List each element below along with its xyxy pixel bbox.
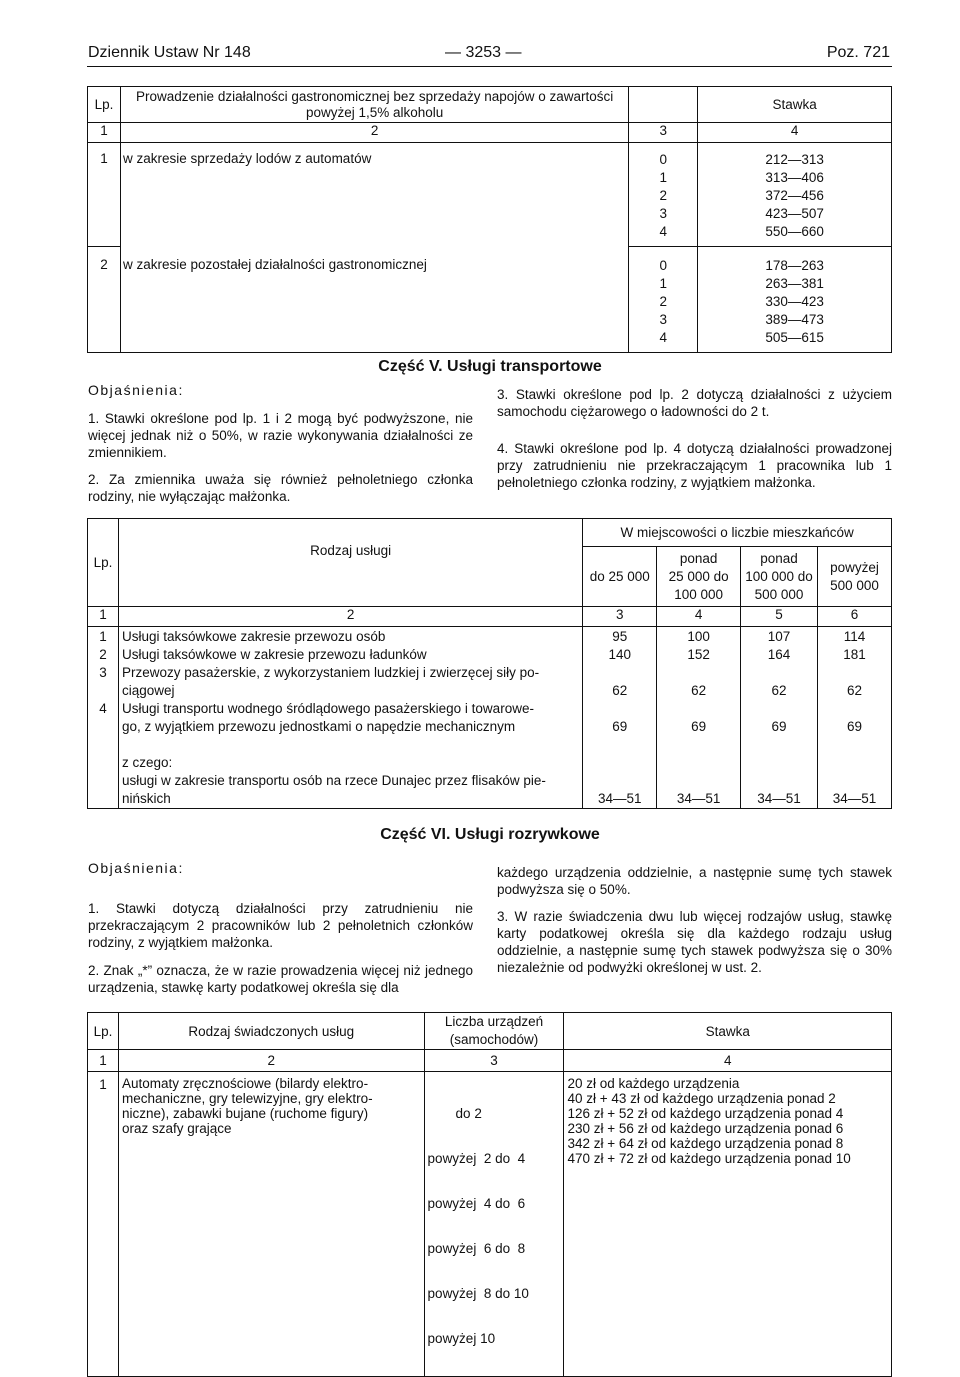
col-rodzaj: Rodzaj usługi	[118, 519, 582, 607]
col-rodzaj: Rodzaj świadczonych usług	[118, 1013, 424, 1050]
table-row	[88, 1072, 892, 1377]
col-number: 5	[741, 607, 818, 627]
values-100000-500000: 107 164 62 69 34—51	[741, 627, 818, 809]
values-25000-100000: 100 152 62 69 34—51	[657, 627, 741, 809]
col-above-500000: powyżej 500 000	[818, 547, 892, 607]
row-levels: 0 1 2 3 4	[629, 143, 698, 247]
lp-column-body: 1 2 3 4	[88, 627, 119, 809]
values-up-to-25000: 95 140 62 69 34—51	[583, 627, 657, 809]
col-number: 4	[698, 123, 892, 143]
col-lp: Lp.	[88, 519, 119, 607]
row-counts: do 2 powyżej 2 do 4 powyżej 4 do 6 powyżej 6 do 8 powyżej 8 do 10 powyżej 10	[424, 1072, 564, 1377]
row-lp: 2	[88, 247, 121, 353]
service-line: Usługi transportu wodnego śródlądowego pasażerskiego i towarowe-	[121, 701, 534, 716]
service-line: Usługi taksówkowe zakresie przewozu osób	[121, 629, 386, 644]
notes-right-part5	[497, 386, 892, 501]
col-100000-500000: ponad 100 000 do 500 000	[741, 547, 818, 607]
col-number: 2	[120, 123, 628, 143]
col-lp: Lp.	[88, 87, 121, 123]
table-row	[88, 247, 892, 353]
col-description: Prowadzenie działalności gastronomicznej bez sprzedaży napojów o zawartości powyżej 1,5% alkoholu	[120, 87, 628, 123]
col-stawka: Stawka	[564, 1013, 892, 1050]
col-number: 2	[118, 1050, 424, 1072]
col-up-to-25000: do 25 000	[583, 547, 657, 607]
service-line: usługi w zakresie transportu osób na rzece Dunajec przez flisaków pie-	[121, 773, 546, 788]
note-3: 3. W razie świadczenia dwu lub więcej rodzajów usług, stawkę karty podatkowej określa się dla każdego rodzaju usług oddzielnie, a następnie sumę tych stawek podwyższa się o 30% niezależnie od podwyżki określonej w ust. 2.	[497, 909, 892, 975]
col-number: 1	[88, 123, 121, 143]
row-description: w zakresie sprzedaży lodów z automatów	[120, 143, 628, 247]
service-line: ciągowej	[121, 683, 175, 698]
col-number: 3	[583, 607, 657, 627]
col-number: 6	[818, 607, 892, 627]
row-ranges: 178—263 263—381 330—423 389—473 505—615	[698, 247, 892, 353]
row-levels: 0 1 2 3 4	[629, 247, 698, 353]
col-number: 3	[424, 1050, 564, 1072]
explanations-heading: Objaśnienia:	[88, 860, 184, 876]
position-number: Poz. 721	[826, 44, 890, 61]
note-2-continued: każdego urządzenia oddzielnie, a następnie sumę tych stawek podwyższa się o 50%.	[497, 865, 892, 897]
section-title-part6: Część VI. Usługi rozrywkowe	[380, 826, 600, 843]
row-rates: 20 zł od każdego urządzenia 40 zł + 43 zł od każdego urządzenia ponad 2 126 zł + 52 zł od każdego urządzenia ponad 4 230 zł + 56 zł od każdego urządzenia ponad 6 342 zł + 64 zł od każdego urządzenia ponad 8 470 zł + 72 zł od każdego urządzenia ponad 10	[564, 1072, 892, 1377]
header-rule	[87, 66, 892, 67]
row-lp: 1	[88, 1072, 119, 1377]
service-line: Usługi taksówkowe w zakresie przewozu ładunków	[121, 647, 427, 662]
table-row	[88, 143, 892, 247]
col-number: 2	[118, 607, 582, 627]
service-line: nińskich	[121, 791, 171, 806]
service-line: Przewozy pasażerskie, z wykorzystaniem ludzkiej i zwierzęcej siły po-	[121, 665, 540, 680]
col-liczba: Liczba urządzeń (samochodów)	[424, 1013, 564, 1050]
rodzaj-column-body	[118, 627, 582, 809]
section-title-part5: Część V. Usługi transportowe	[378, 358, 602, 375]
note-2: 2. Za zmiennika uważa się również pełnoletniego członka rodziny, nie wyłączając małżonka.	[88, 472, 473, 504]
col-number: 4	[657, 607, 741, 627]
col-number: 4	[564, 1050, 892, 1072]
col-lp: Lp.	[88, 1013, 119, 1050]
service-line: z czego:	[121, 755, 173, 770]
transport-rates-table	[87, 518, 892, 809]
notes-left-part5	[88, 410, 473, 515]
values-above-500000: 114 181 62 69 34—51	[818, 627, 892, 809]
service-line: go, z wyjątkiem przewozu jednostkami o napędzie mechanicznym	[121, 719, 516, 734]
col-number: 3	[629, 123, 698, 143]
note-3: 3. Stawki określone pod lp. 2 dotyczą działalności z użyciem samochodu ciężarowego o ładowności do 2 t.	[497, 387, 892, 419]
row-lp: 1	[88, 143, 121, 247]
col-stawka: Stawka	[698, 87, 892, 123]
note-1: 1. Stawki dotyczą działalności przy zatrudnieniu nie przekraczającym 2 pracowników lub 2 pełnoletnich członków rodziny, z wyjątkiem małżonka.	[88, 901, 473, 950]
notes-left-part6	[88, 900, 473, 1006]
note-2: 2. Znak „*” oznacza, że w razie prowadzenia więcej niż jednego urządzenia, stawkę karty podatkowej określa się dla	[88, 963, 473, 995]
explanations-heading: Objaśnienia:	[88, 382, 184, 398]
note-1: 1. Stawki określone pod lp. 1 i 2 mogą być podwyższone, nie więcej jednak niż o 50%, w razie wykonywania działalności ze zmiennikiem.	[88, 411, 473, 460]
notes-right-part6	[497, 864, 892, 986]
col-level-empty	[629, 87, 698, 123]
col-group-population: W miejscowości o liczbie mieszkańców	[583, 519, 892, 547]
col-number: 1	[88, 607, 119, 627]
page-number: — 3253 —	[445, 44, 522, 61]
note-4: 4. Stawki określone pod lp. 4 dotyczą działalności prowadzonej przy zatrudnieniu nie przekraczającym 1 pracownika lub 1 pełnoletniego członka rodziny, z wyjątkiem małżonka.	[497, 441, 892, 490]
row-ranges: 212—313 313—406 372—456 423—507 550—660	[698, 143, 892, 247]
row-description: Automaty zręcznościowe (bilardy elektro- mechaniczne, gry telewizyjne, gry elektro- niczne), zabawki bujane (ruchome figury) oraz szafy grające	[118, 1072, 424, 1377]
journal-title: Dziennik Ustaw Nr 148	[88, 44, 251, 61]
col-number: 1	[88, 1050, 119, 1072]
row-description: w zakresie pozostałej działalności gastronomicznej	[120, 247, 628, 353]
entertainment-rates-table	[87, 1012, 892, 1377]
col-25000-100000: ponad 25 000 do 100 000	[657, 547, 741, 607]
gastronomy-rates-table	[87, 86, 892, 353]
